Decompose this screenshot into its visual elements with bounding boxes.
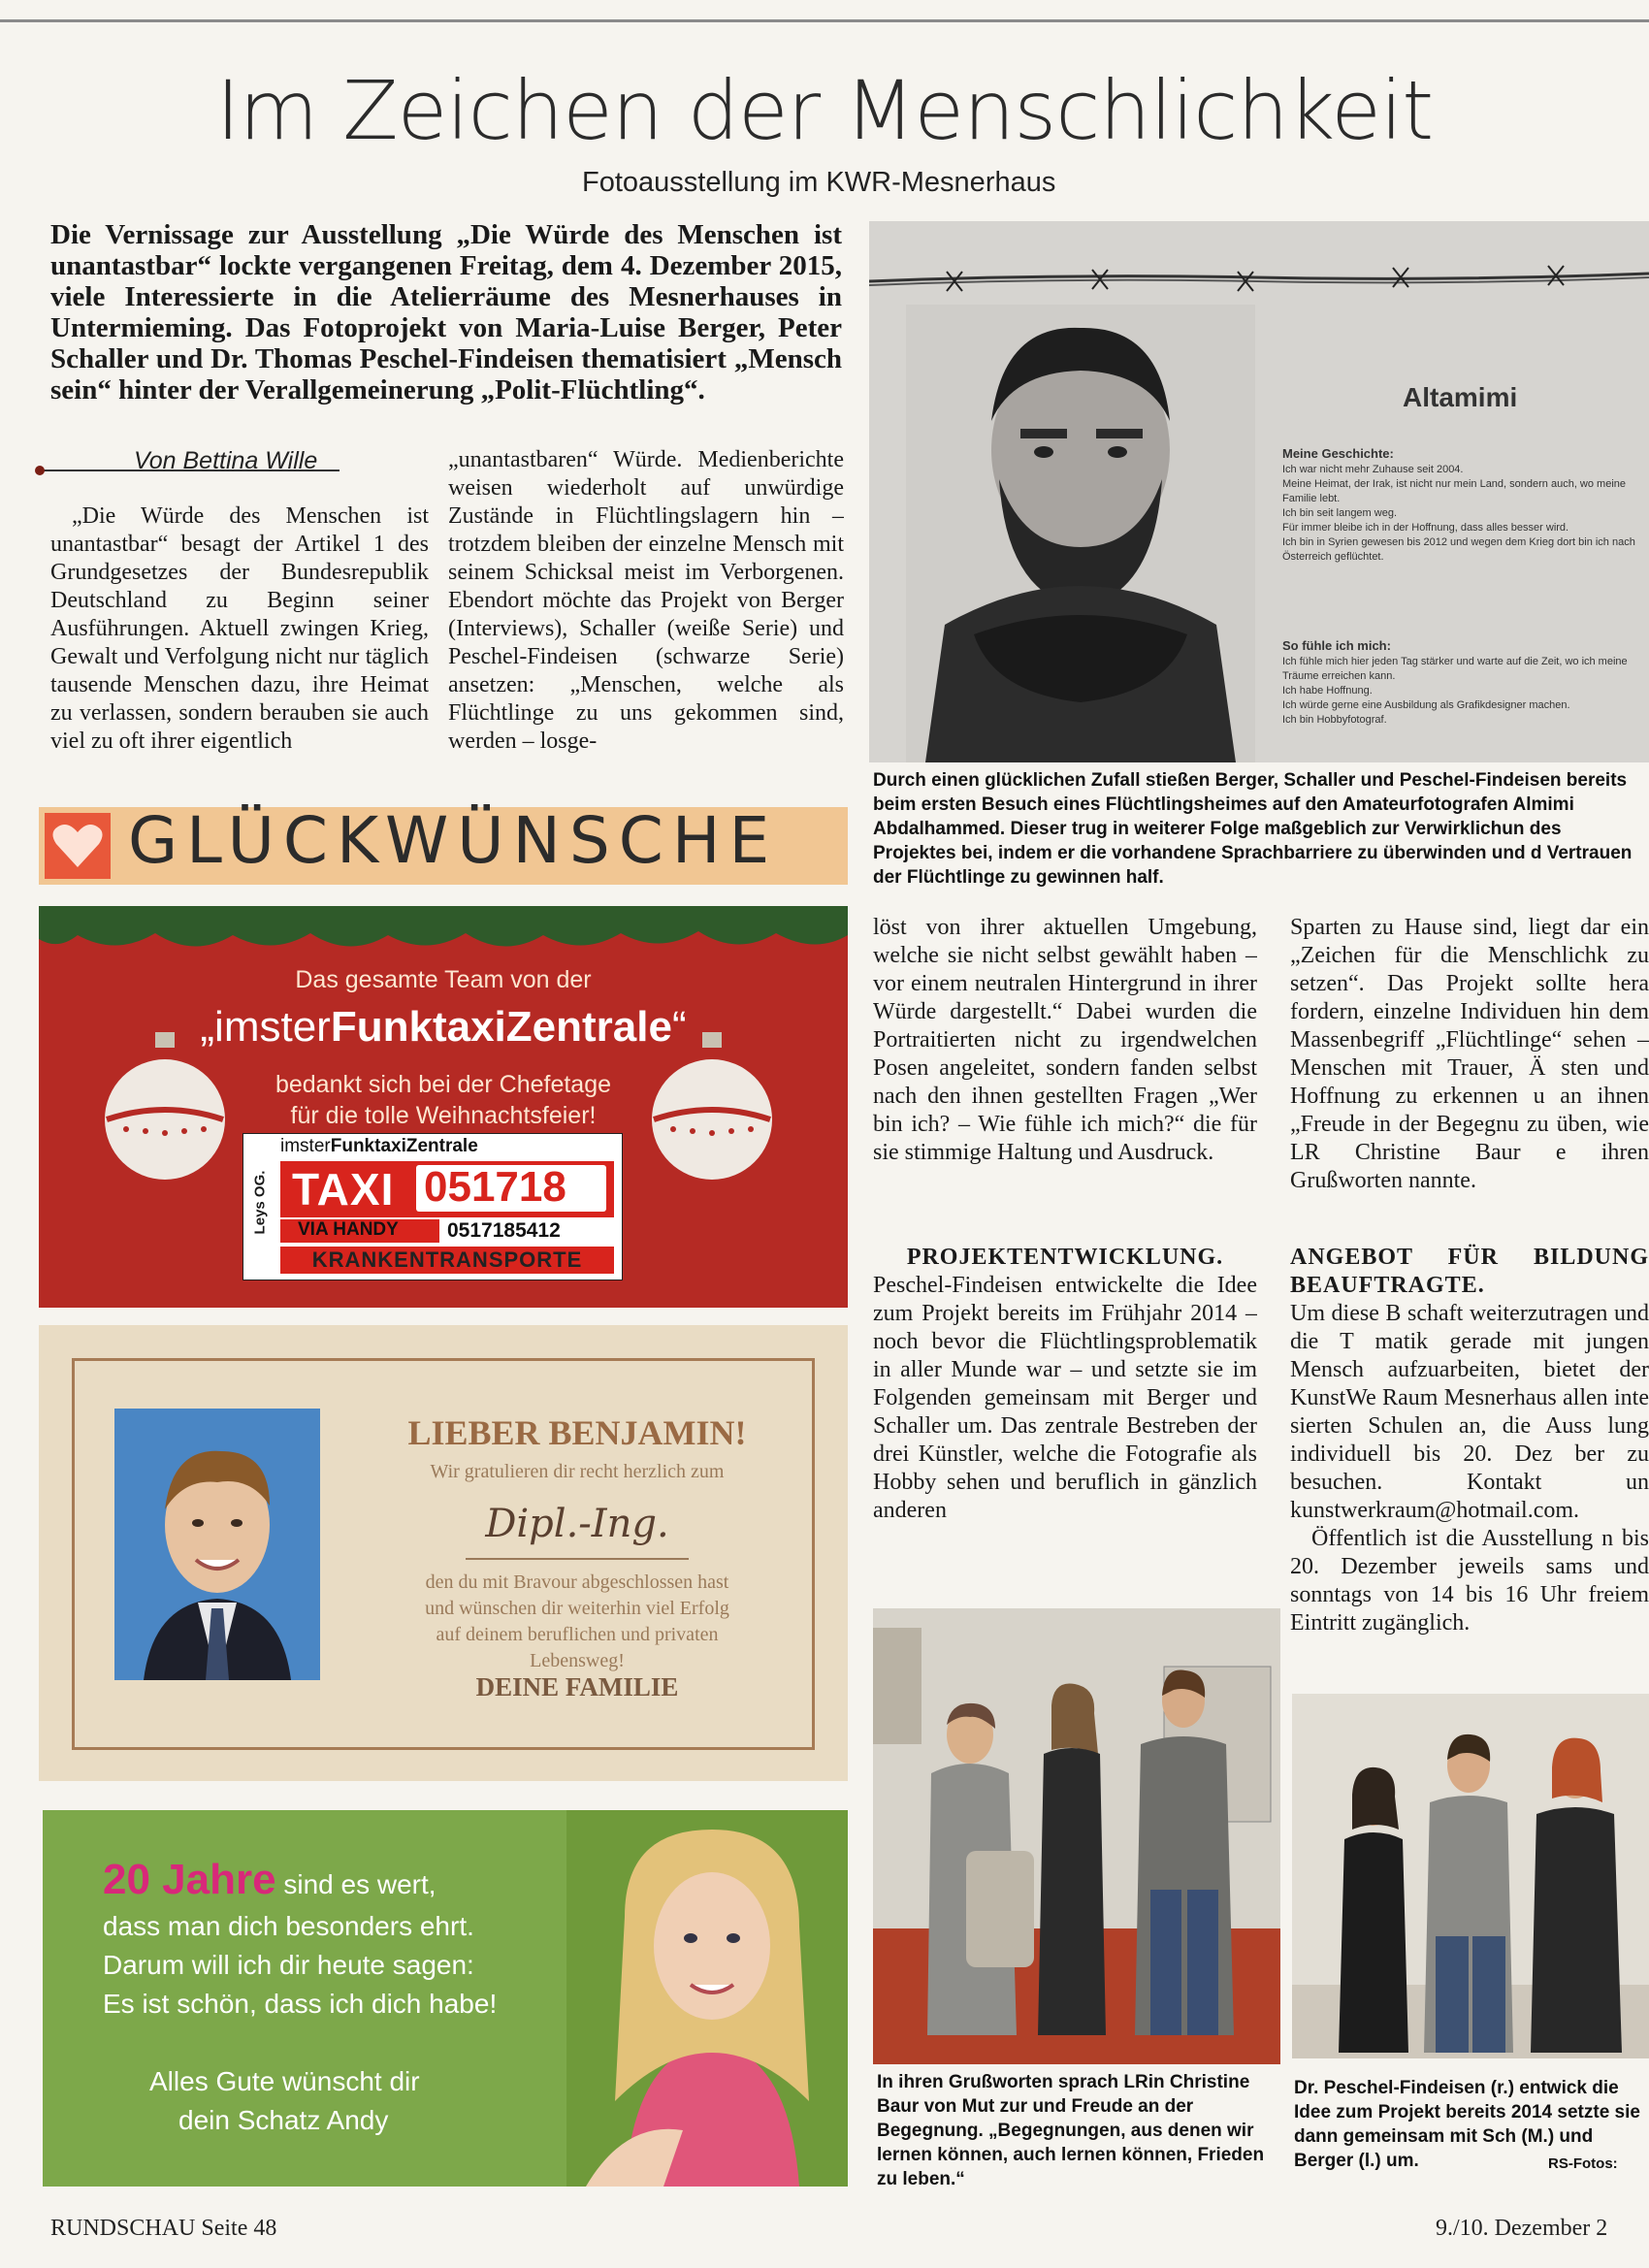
benjamin-ad-text-line: den du mit Bravour abgeschlossen hast bbox=[425, 1571, 729, 1593]
artists-group-icon bbox=[1292, 1694, 1649, 2058]
article-column-angebot bbox=[1290, 1244, 1649, 1667]
taxi-card-via-handy: VIA HANDY bbox=[298, 1219, 399, 1240]
taxi-card-handy-number: 0517185412 bbox=[447, 1219, 561, 1242]
benjamin-ad-text bbox=[320, 1570, 834, 1674]
taxi-card-head-bold: FunktaxiZentrale bbox=[330, 1136, 478, 1156]
top-rule bbox=[0, 19, 1649, 22]
article-column-4 bbox=[1290, 914, 1649, 1224]
article-column-3-text: löst von ihrer aktuellen Umgebung, welche sie nicht selbst gewählt haben – vor einem neutralen Hintergrund in ihrer Würde dargestellt.“ Dabei wurden die Portraitierten nicht zu irgendwelchen Posen angeleitet, sondern fanden selbst nach den ihnen gestellten Fragen „Wer bin ich? – Wie fühle ich mich?“ die für sie stimmige Haltung und Ausdruck. bbox=[873, 915, 1257, 1165]
article-column-2 bbox=[448, 446, 844, 786]
taxi-ad-thanks bbox=[39, 1069, 848, 1131]
taxi-card-side-text: Leys OG. bbox=[251, 1170, 269, 1235]
taxi-card-head bbox=[280, 1136, 478, 1157]
benjamin-ad-title: LIEBER BENJAMIN! bbox=[407, 1413, 747, 1452]
anniversary-ad-line6: dein Schatz Andy bbox=[178, 2105, 389, 2135]
benjamin-ad-line1: Wir gratulieren dir recht herzlich zum bbox=[430, 1461, 725, 1482]
footer-date: 9./10. Dezember 2 bbox=[1436, 2216, 1608, 2241]
heart-icon bbox=[45, 813, 111, 879]
article-column-1-text: „Die Würde des Menschen ist unantastbar“ besagt der Artikel 1 des Grundgesetzes der Bundesrepublik Deutschland zu Beginn seiner Ausführungen. Aktuell zwingen Krieg, Gewalt und Verfolgung nicht nur täglich tausende Menschen dazu, ihre Heimat zu verlassen, sondern berauben sie auch viel zu oft ihrer eigentlich bbox=[50, 503, 429, 754]
taxi-brand-prefix: „imster bbox=[200, 1003, 331, 1051]
benjamin-ad-text-line: auf deinem beruflichen und privaten bbox=[436, 1624, 719, 1645]
anniversary-ad-line4: Es ist schön, dass ich dich habe! bbox=[103, 1989, 498, 2019]
young-man-portrait-icon bbox=[114, 1409, 320, 1680]
anniversary-ad-big: 20 Jahre bbox=[103, 1856, 276, 1903]
sign-line: Meine Heimat, der Irak, ist nicht nur mein Land, sondern auch, wo meine Familie lebt. bbox=[1282, 478, 1627, 504]
anniversary-ad-line5: Alles Gute wünscht dir bbox=[149, 2066, 420, 2096]
byline: Von Bettina Wille bbox=[134, 447, 318, 474]
anniversary-ad bbox=[43, 1810, 848, 2187]
benjamin-ad-degree: Dipl.-Ing. bbox=[485, 1502, 669, 1546]
man-portrait-icon bbox=[906, 305, 1255, 762]
taxi-card bbox=[242, 1133, 623, 1280]
anniversary-ad-line2: dass man dich besonders ehrt. bbox=[103, 1911, 474, 1941]
subheadline: Fotoausstellung im KWR-Mesnerhaus bbox=[582, 167, 1056, 198]
glueckwuensche-heading: GLÜCKWÜNSCHE bbox=[128, 803, 779, 878]
projekt-heading: PROJEKTENTWICKLUNG. bbox=[906, 1245, 1224, 1270]
lead-paragraph: Die Vernissage zur Ausstellung „Die Würde des Menschen ist unantastbar“ lockte vergangenen Freitag, dem 4. Dezember 2015, viele Interessierte in die Atelierräume des Mesnerhauses in Untermieming. Das Fotoprojekt von Maria-Luise Berger, Peter Schaller und Dr. Thomas Peschel-Findeisen thematisiert „Mensch sein“ hinter der Verallgemeinerung „Polit-Flüchtling“. bbox=[50, 219, 842, 405]
portrait-photo-caption: Durch einen glücklichen Zufall stießen Berger, Schaller und Peschel-Findeisen bereits beim ersten Besuch eines Flüchtlingsheimes auf den Amateurfotografen Almimi Abdalhammed. Dieser trug in weiterer Folge maßgeblich zur Verwirklichun des Projektes bei, indem er die vorhandene Sprachbarriere zu überwinden und d Vertrauen der Flüchtlinge zu gewinnen half. bbox=[873, 770, 1633, 888]
sign-line: Für immer bleibe ich in der Hoffnung, dass alles besser wird. bbox=[1282, 522, 1569, 534]
benjamin-ad-text-line: und wünschen dir weiterhin viel Erfolg bbox=[425, 1598, 729, 1619]
taxi-card-number: 051718 bbox=[424, 1163, 566, 1211]
article-column-4-text: Sparten zu Hause sind, liegt dar ein „Zeichen für die Menschlichk zu setzen“. Das Projekt sollte hera fordern, einzelne Individuen hin dem Massenbegriff „Flüchtlinge“ sehen – Menschen mit Trauer, Ä sten und Hoffnung zu erkennen u an ihnen „Freude in der Begegnu zu üben, wie LR Christine Baur e ihren Grußworten nannte. bbox=[1290, 915, 1649, 1193]
benjamin-ad-rule bbox=[466, 1558, 689, 1560]
vernissage-photo bbox=[873, 1608, 1280, 2064]
sign-line: Ich bin in Syrien gewesen bis 2012 und wegen dem Krieg dort bin ich nach Österreich geflüchtet. bbox=[1282, 536, 1635, 563]
taxi-card-footer: KRANKENTRANSPORTE bbox=[311, 1247, 583, 1272]
benjamin-ad-signoff: DEINE FAMILIE bbox=[475, 1672, 679, 1701]
barbed-wire-icon bbox=[869, 248, 1649, 307]
sign-line: Ich würde gerne eine Ausbildung als Grafikdesigner machen. bbox=[1282, 699, 1570, 711]
taxi-card-label: TAXI bbox=[292, 1164, 395, 1215]
taxi-brand-bold: FunktaxiZentrale bbox=[330, 1003, 672, 1051]
article-column-1 bbox=[50, 502, 429, 786]
taxi-brand-suffix: “ bbox=[671, 1003, 687, 1051]
sign-line: Ich bin seit langem weg. bbox=[1282, 507, 1398, 519]
taxi-ad-line1: Das gesamte Team von der bbox=[295, 966, 592, 993]
artists-photo-caption: Dr. Peschel-Findeisen (r.) entwick die Idee zum Projekt bereits 2014 setzte sie dann gemeinsam mit Sch (M.) und Berger (l.) um. bbox=[1294, 2078, 1640, 2171]
sign-line: Ich bin Hobbyfotograf. bbox=[1282, 714, 1387, 726]
taxi-ad-thanks-line: bedankt sich bei der Chefetage bbox=[275, 1071, 612, 1098]
sign-line: Ich habe Hoffnung. bbox=[1282, 685, 1373, 697]
taxi-ad bbox=[39, 906, 848, 1308]
fir-branches-icon bbox=[39, 906, 848, 964]
article-column-projekt bbox=[873, 1244, 1257, 1554]
sign-title: Altamimi bbox=[1403, 382, 1518, 412]
vernissage-photo-caption: In ihren Grußworten sprach LRin Christine Baur von Mut zur und Freude an der Begegnung. „Begegnungen, aus denen wir lernen können, auch lernen können, Frieden zu leben.“ bbox=[877, 2072, 1265, 2189]
taxi-card-head-prefix: imster bbox=[280, 1136, 331, 1156]
sign-section-feeling-heading: So fühle ich mich: bbox=[1282, 638, 1391, 653]
benjamin-ad-text-line: Lebensweg! bbox=[530, 1650, 625, 1671]
benjamin-ad bbox=[39, 1325, 848, 1781]
sign-section-history bbox=[1282, 446, 1643, 565]
artists-photo bbox=[1292, 1694, 1649, 2058]
headline: Im Zeichen der Menschlichkeit bbox=[215, 63, 1434, 158]
blonde-woman-photo-icon bbox=[566, 1810, 848, 2187]
sign-section-history-heading: Meine Geschichte: bbox=[1282, 446, 1394, 461]
portrait-photo bbox=[869, 221, 1649, 762]
sign-line: Ich fühle mich hier jeden Tag stärker und warte auf die Zeit, wo ich meine Träume erreichen kann. bbox=[1282, 656, 1628, 682]
angebot-text: Um diese B schaft weiterzutragen und die T matik gerade mit jungen Mensch aufzuarbeiten, bietet der KunstWe Raum Mesnerhaus allen inte sierten Schulen an, die Auss lung individuell bis 20. Dez ber zu besuchen. Kontakt un kunstwerkraum@hotmail.com. bbox=[1290, 1301, 1649, 1523]
footer-publication: RUNDSCHAU Seite 48 bbox=[50, 2216, 277, 2241]
taxi-ad-thanks-line: für die tolle Weihnachtsfeier! bbox=[290, 1102, 597, 1129]
article-column-2-text: „unantastbaren“ Würde. Medienberichte weisen wiederholt auf unwürdige Zustände in Flüchtlingslagern hin – trotzdem bleiben der einzelne Mensch mit seinem Schicksal meist im Verborgenen. Ebendort möchte das Projekt von Berger (Interviews), Schaller (weiße Serie) und Peschel-Findeisen (schwarze Serie) ansetzen: „Menschen, welche als Flüchtlinge zu uns gekommen sind, werden – losge- bbox=[448, 447, 844, 754]
anniversary-ad-line1-text: sind es wert, bbox=[283, 1869, 436, 1899]
byline-dot bbox=[35, 466, 45, 475]
vernissage-group-icon bbox=[873, 1608, 1280, 2064]
sign-line: Ich war nicht mehr Zuhause seit 2004. bbox=[1282, 464, 1464, 475]
angebot-heading: ANGEBOT FÜR BILDUNG BEAUFTRAGTE. bbox=[1290, 1245, 1649, 1298]
angebot-text-2: Öffentlich ist die Ausstellung n bis 20. Dezember jeweils sams und sonntags von 14 bis 16 Uhr freiem Eintritt zugänglich. bbox=[1290, 1526, 1649, 1636]
photo-credit: RS-Fotos: bbox=[1548, 2155, 1618, 2172]
anniversary-ad-line1 bbox=[103, 1856, 436, 1903]
projekt-text: Peschel-Findeisen entwickelte die Idee zum Projekt bereits im Frühjahr 2014 – noch bevor die Flüchtlingsproblematik in aller Munde war – und setzte sie im Folgenden gemeinsam mit Berger und Schaller um. Das zentrale Bestreben der drei Künstler, welche die Fotografie als Hobby sehen und beruflich in gänzlich anderen bbox=[873, 1273, 1257, 1523]
anniversary-ad-line3: Darum will ich dir heute sagen: bbox=[103, 1950, 474, 1980]
taxi-ad-brand bbox=[39, 1003, 848, 1052]
sign-section-feeling bbox=[1282, 638, 1643, 728]
article-column-3 bbox=[873, 914, 1257, 1224]
